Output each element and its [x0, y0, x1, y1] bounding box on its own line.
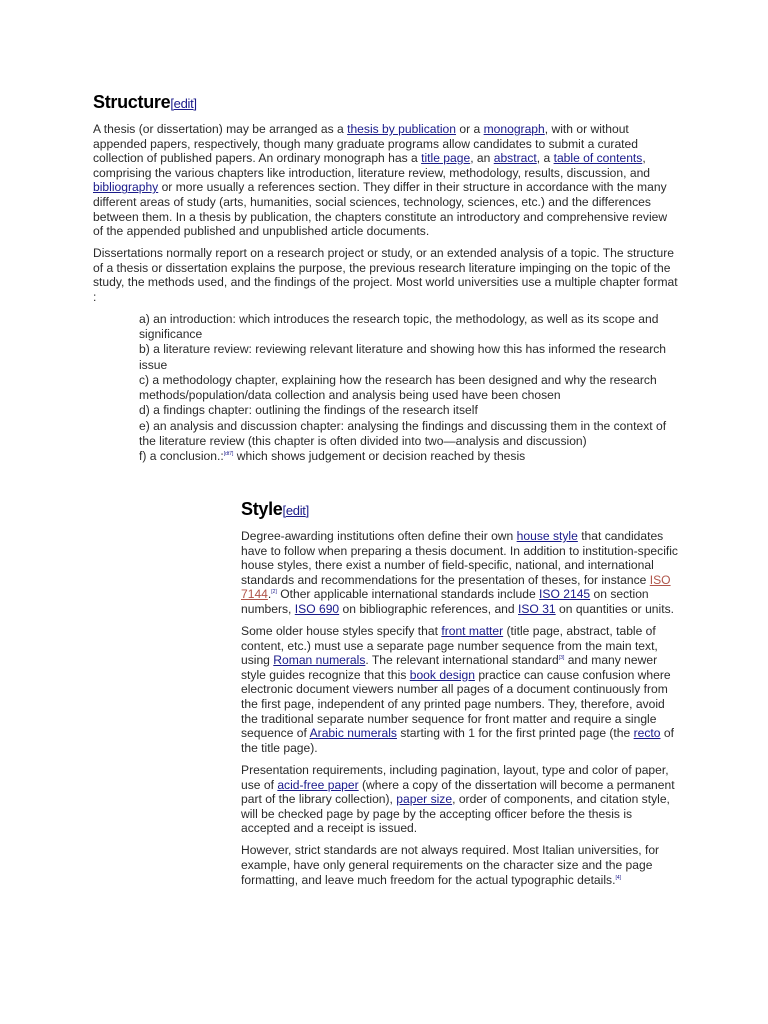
heading-text: Structure: [93, 92, 171, 112]
heading-text: Style: [241, 499, 283, 519]
text: , an: [470, 151, 494, 166]
text: (where a copy of the dissertation will become a permanent part of the library collection),: [241, 777, 675, 807]
text: (title page, abstract, table of content, etc.) must use a separate page number sequence from the main text, using: [241, 624, 658, 668]
list-item: b) a literature review: reviewing relevant literature and showing how this has informed the research issue: [139, 342, 667, 372]
text: of the title page).: [241, 726, 674, 755]
structure-paragraph-2: Dissertations normally report on a research project or study, or an extended analysis of a topic. The structure of a thesis or dissertation explains the purpose, the previous research literature impinging on the topic of the study, the methods used, and the findings of the project. Most world universities use a multiple chapter format :: [93, 246, 678, 305]
link-roman-numerals[interactable]: Roman numerals: [273, 653, 366, 668]
link-iso-690[interactable]: ISO 690: [294, 601, 340, 616]
text: , comprising the various chapters like introduction, literature review, methodology, results, discussion, and: [93, 151, 651, 180]
citation-link[interactable]: [dt7]: [223, 451, 234, 458]
text: . The relevant international standard: [365, 653, 559, 668]
text: which shows judgement or decision reached by thesis: [233, 449, 526, 464]
text: .: [267, 587, 272, 602]
link-iso-31[interactable]: ISO 31: [518, 601, 556, 616]
link-book-design[interactable]: book design: [409, 667, 475, 682]
text: and many newer style guides recognize that this: [241, 653, 658, 682]
text: on quantities or units.: [555, 601, 674, 616]
link-front-matter[interactable]: front matter: [441, 624, 504, 639]
section-style: [241, 498, 678, 887]
chapter-format-list: [139, 312, 678, 465]
link-table-of-contents[interactable]: table of contents: [553, 151, 643, 166]
text: or a: [456, 122, 484, 136]
section-structure: [93, 91, 678, 465]
citation-link[interactable]: [4]: [615, 874, 622, 881]
text: on section numbers,: [241, 587, 649, 616]
edit-link-wrapper: [edit]: [282, 503, 309, 518]
link-abstract[interactable]: abstract: [493, 151, 537, 166]
text: A thesis (or dissertation) may be arranged as a: [93, 122, 348, 136]
style-paragraph-2: [241, 624, 678, 755]
text: practice can cause confusion where electronic document viewers number all pages of a document continuously from the first page, independent of any printed page numbers. They, therefore, avoid the traditional separate number sequence for front matter and require a single sequence of: [241, 667, 671, 741]
text: that candidates have to follow when preparing a thesis document. In addition to institution-specific house styles, there exist a number of field-specific, national, and international standards and recommendations for the presentation of theses, for instance: [241, 529, 678, 587]
edit-link-structure[interactable]: edit: [173, 96, 194, 111]
list-item: e) an analysis and discussion chapter: analysing the findings and discussing them in the context of the literature review (this chapter is often divided into two—analysis and discussion): [139, 418, 667, 448]
link-thesis-by-publication[interactable]: thesis by publication: [347, 122, 457, 136]
link-arabic-numerals[interactable]: Arabic numerals: [309, 726, 397, 741]
list-item: c) a methodology chapter, explaining how the research has been designed and why the research methods/population/data collection and analysis being used have been chosen: [139, 372, 657, 403]
link-bibliography[interactable]: bibliography: [93, 180, 159, 195]
structure-paragraph-1: [93, 122, 678, 239]
text: Degree-awarding institutions often define their own: [241, 529, 517, 543]
link-title-page[interactable]: title page: [421, 151, 471, 166]
link-recto[interactable]: recto: [633, 726, 661, 741]
text: Other applicable international standards include: [276, 587, 540, 602]
section-heading-style: [241, 498, 678, 522]
text: , with or without appended papers, respectively, though many graduate programs allow candidates to submit a curated collection of published papers. An ordinary monograph has a: [93, 122, 638, 166]
citation-link[interactable]: [2]: [271, 589, 277, 596]
edit-link-wrapper: [edit]: [170, 96, 197, 111]
list-item: a) an introduction: which introduces the research topic, the methodology, as well as its scope and significance: [139, 311, 659, 341]
link-paper-size[interactable]: paper size: [396, 792, 453, 807]
text: Presentation requirements, including pagination, layout, type and color of paper, use of: [241, 762, 669, 792]
text: Some older house styles specify that: [241, 624, 442, 639]
link-iso-7144[interactable]: ISO 7144: [241, 572, 671, 602]
section-heading-structure: [93, 91, 678, 115]
text: , order of components, and citation style, will be checked page by page by the accepting officer before the thesis is accepted and a receipt is issued.: [241, 792, 670, 836]
link-house-style[interactable]: house style: [516, 529, 578, 543]
edit-link-style[interactable]: edit: [285, 503, 306, 518]
text: or more usually a references section. They differ in their structure in accordance with the many different areas of study (arts, humanities, social sciences, technology, sciences, etc.) and the differences between them. In a thesis by publication, the chapters constitute an introductory and comprehensive review of the appended published and unpublished article documents.: [93, 180, 668, 239]
text: However, strict standards are not always required. Most Italian universities, for example, have only general requirements on the character size and the page formatting, and leave much freedom for the actual typographic details.: [241, 843, 660, 887]
text: f) a conclusion.:: [139, 449, 224, 464]
link-monograph[interactable]: monograph: [483, 122, 545, 136]
text: on bibliographic references, and: [339, 601, 518, 616]
style-paragraph-3: [241, 763, 678, 836]
link-acid-free-paper[interactable]: acid-free paper: [277, 777, 359, 792]
style-paragraph-4: [241, 843, 678, 887]
list-item: [139, 449, 678, 464]
link-iso-2145[interactable]: ISO 2145: [539, 587, 591, 602]
style-paragraph-1: [241, 529, 678, 617]
citation-link[interactable]: [3]: [558, 655, 565, 662]
text: , a: [536, 151, 554, 166]
list-item: d) a findings chapter: outlining the findings of the research itself: [139, 403, 478, 418]
text: starting with 1 for the first printed page (the: [396, 726, 634, 741]
